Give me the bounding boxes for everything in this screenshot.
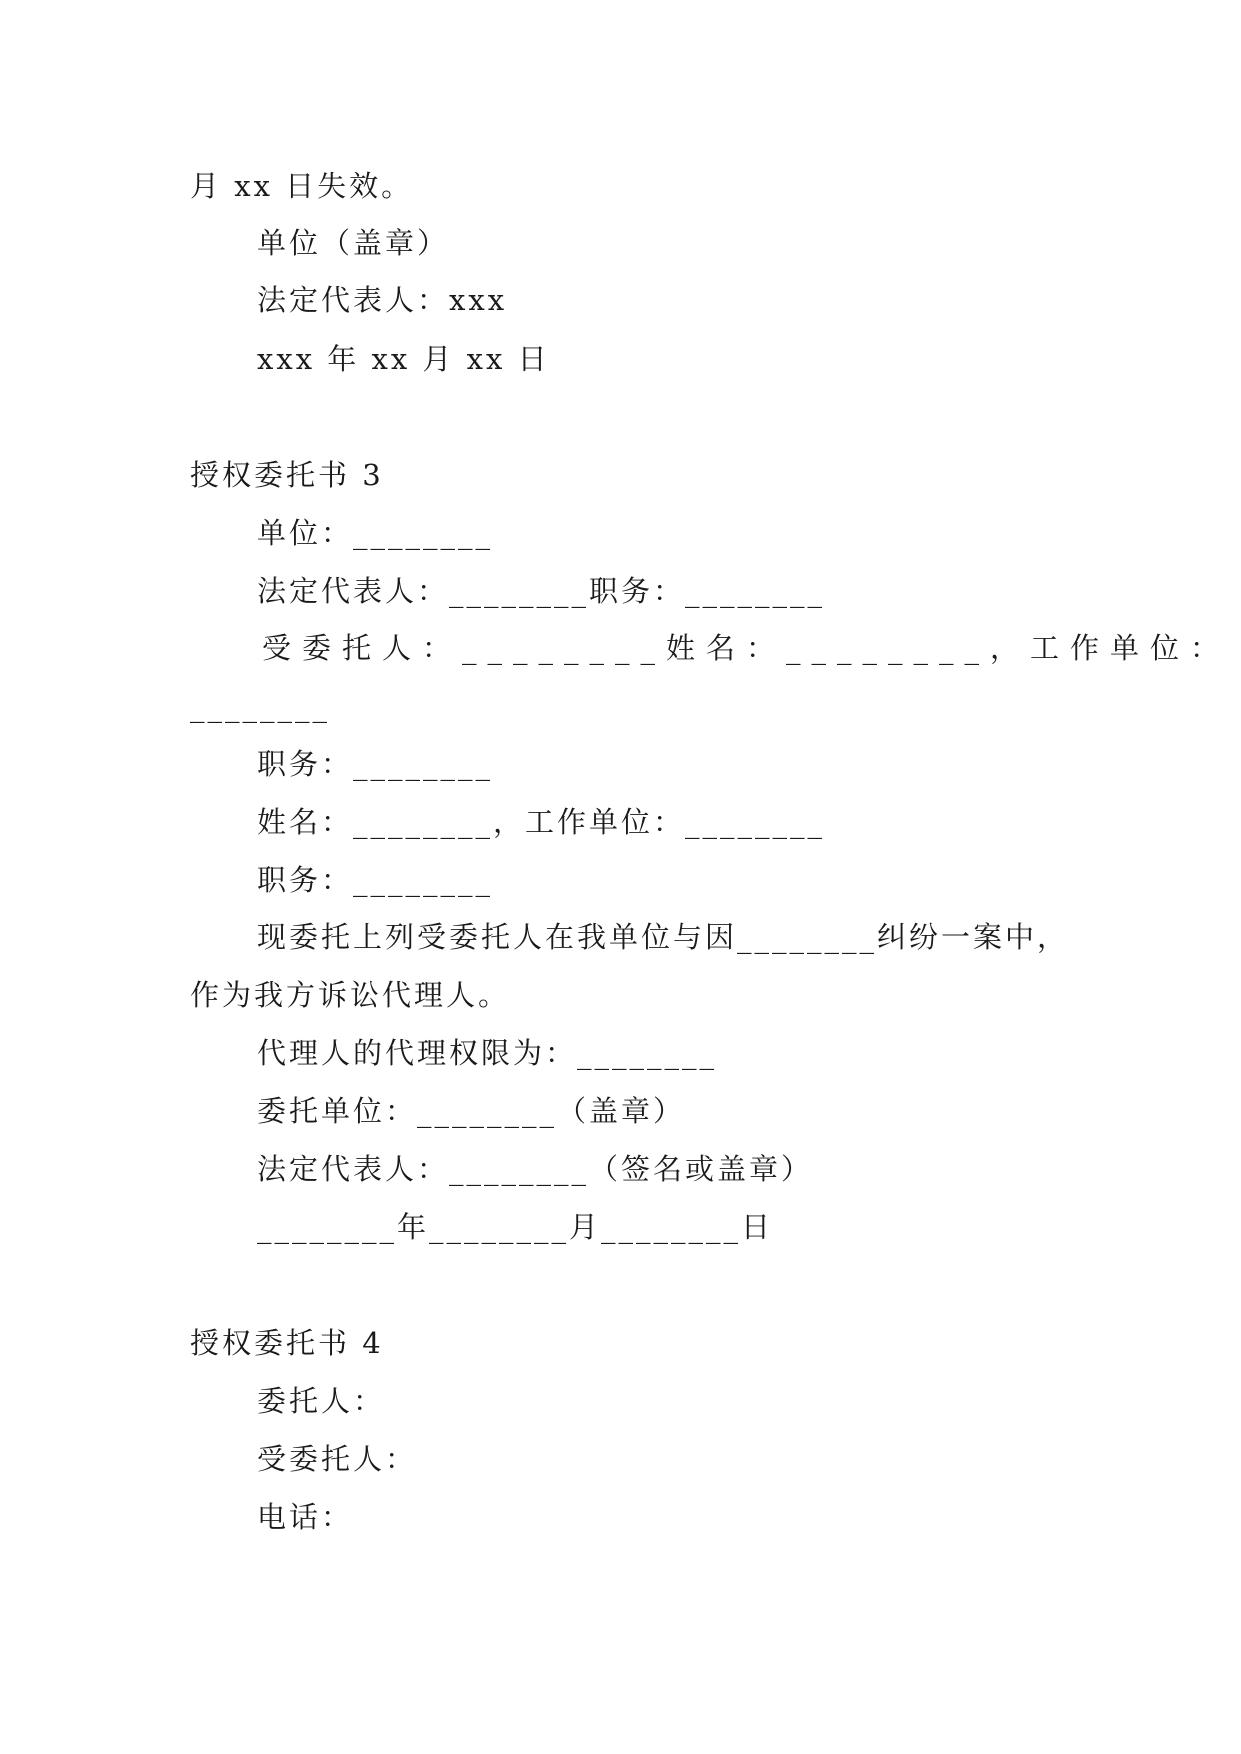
text-line-trustee: 受委托人：________姓名：________，工作单位： bbox=[262, 631, 1231, 665]
section-title-4: 授权委托书 4 bbox=[190, 1326, 384, 1360]
text-line-position-1: 职务：________ bbox=[257, 747, 494, 781]
text-line-delegation-cont: 作为我方诉讼代理人。 bbox=[190, 978, 511, 1012]
text-line-legal-rep-sign: 法定代表人：________（签名或盖章） bbox=[257, 1152, 814, 1186]
text-line-trustee-4: 受委托人： bbox=[257, 1442, 418, 1476]
text-line-expiry: 月 xx 日失效。 bbox=[190, 169, 414, 203]
text-line-delegation: 现委托上列受委托人在我单位与因________纠纷一案中， bbox=[257, 920, 1070, 954]
text-line-date: xxx 年 xx 月 xx 日 bbox=[257, 342, 550, 376]
text-line-unit: 单位：________ bbox=[257, 516, 494, 550]
text-line-position-2: 职务：________ bbox=[257, 863, 494, 897]
text-line-legal-rep-position: 法定代表人：________职务：________ bbox=[257, 574, 826, 608]
text-line-entrusting-unit: 委托单位：________（盖章） bbox=[257, 1094, 686, 1128]
text-line-name-workplace: 姓名：________，工作单位：________ bbox=[257, 805, 826, 839]
text-line-blank: ________ bbox=[190, 689, 330, 723]
text-line-principal: 委托人： bbox=[257, 1384, 386, 1418]
text-line-phone: 电话： bbox=[257, 1500, 354, 1534]
text-line-legal-rep: 法定代表人：xxx bbox=[257, 283, 508, 317]
text-line-date-blank: ________年________月________日 bbox=[257, 1210, 774, 1244]
text-line-authority: 代理人的代理权限为：________ bbox=[257, 1036, 718, 1070]
text-line-seal: 单位（盖章） bbox=[257, 226, 450, 260]
section-title-3: 授权委托书 3 bbox=[190, 458, 384, 492]
